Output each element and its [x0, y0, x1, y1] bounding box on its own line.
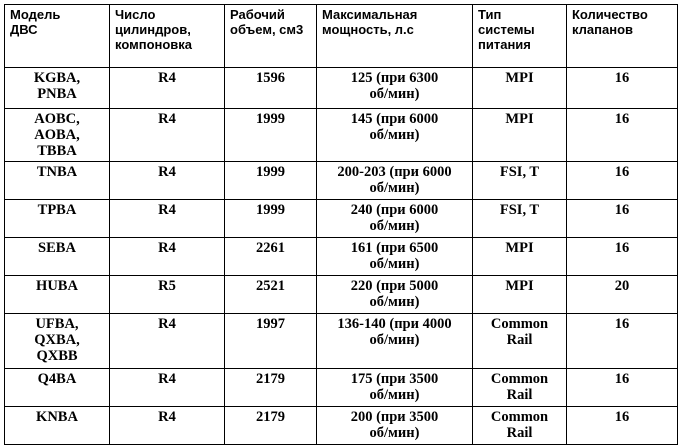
table-row [5, 276, 678, 314]
cell-displacement: 1999 [225, 109, 317, 162]
cell-cylinders: R4 [110, 200, 225, 238]
cell-fuel-system: FSI, T [473, 162, 567, 200]
table-row [5, 238, 678, 276]
cell-model: UFBA, QXBA, QXBB [5, 314, 110, 369]
cell-valves: 16 [567, 109, 678, 162]
engine-table-container [4, 4, 678, 445]
cell-model: KNBA [5, 407, 110, 445]
cell-displacement: 1997 [225, 314, 317, 369]
header-cylinders-layout: Число цилиндров, компоновка [110, 5, 225, 68]
table-row [5, 369, 678, 407]
cell-displacement: 1999 [225, 200, 317, 238]
cell-model: SEBA [5, 238, 110, 276]
table-header-row [5, 5, 678, 68]
header-max-power: Максимальная мощность, л.с [317, 5, 473, 68]
cell-model: KGBA, PNBA [5, 68, 110, 109]
cell-fuel-system: Common Rail [473, 314, 567, 369]
cell-cylinders: R4 [110, 68, 225, 109]
cell-valves: 16 [567, 407, 678, 445]
table-row [5, 407, 678, 445]
cell-fuel-system: Common Rail [473, 369, 567, 407]
cell-fuel-system: MPI [473, 276, 567, 314]
cell-power: 175 (при 3500 об/мин) [317, 369, 473, 407]
cell-valves: 16 [567, 200, 678, 238]
cell-displacement: 1596 [225, 68, 317, 109]
cell-valves: 20 [567, 276, 678, 314]
cell-model: TNBA [5, 162, 110, 200]
cell-cylinders: R4 [110, 238, 225, 276]
cell-power: 136-140 (при 4000 об/мин) [317, 314, 473, 369]
table-row [5, 68, 678, 109]
cell-displacement: 2179 [225, 407, 317, 445]
cell-power: 220 (при 5000 об/мин) [317, 276, 473, 314]
cell-valves: 16 [567, 314, 678, 369]
cell-displacement: 2521 [225, 276, 317, 314]
table-row [5, 162, 678, 200]
cell-fuel-system: MPI [473, 68, 567, 109]
cell-fuel-system: MPI [473, 238, 567, 276]
cell-cylinders: R4 [110, 407, 225, 445]
cell-power: 200 (при 3500 об/мин) [317, 407, 473, 445]
cell-valves: 16 [567, 68, 678, 109]
cell-fuel-system: MPI [473, 109, 567, 162]
cell-valves: 16 [567, 369, 678, 407]
cell-valves: 16 [567, 238, 678, 276]
cell-fuel-system: Common Rail [473, 407, 567, 445]
table-row [5, 200, 678, 238]
table-row [5, 314, 678, 369]
table-row [5, 109, 678, 162]
cell-cylinders: R4 [110, 162, 225, 200]
engine-spec-table [4, 4, 678, 445]
cell-power: 125 (при 6300 об/мин) [317, 68, 473, 109]
header-fuel-system: Тип системы питания [473, 5, 567, 68]
cell-model: Q4BA [5, 369, 110, 407]
cell-displacement: 1999 [225, 162, 317, 200]
cell-power: 200-203 (при 6000 об/мин) [317, 162, 473, 200]
header-displacement: Рабочий объем, см3 [225, 5, 317, 68]
cell-model: HUBA [5, 276, 110, 314]
cell-cylinders: R5 [110, 276, 225, 314]
cell-valves: 16 [567, 162, 678, 200]
cell-fuel-system: FSI, T [473, 200, 567, 238]
cell-power: 240 (при 6000 об/мин) [317, 200, 473, 238]
cell-power: 161 (при 6500 об/мин) [317, 238, 473, 276]
header-engine-model: Модель ДВС [5, 5, 110, 68]
cell-displacement: 2179 [225, 369, 317, 407]
cell-power: 145 (при 6000 об/мин) [317, 109, 473, 162]
cell-cylinders: R4 [110, 369, 225, 407]
cell-cylinders: R4 [110, 109, 225, 162]
cell-cylinders: R4 [110, 314, 225, 369]
header-valve-count: Количество клапанов [567, 5, 678, 68]
cell-model: TPBA [5, 200, 110, 238]
cell-displacement: 2261 [225, 238, 317, 276]
cell-model: AOBC, AOBA, TBBA [5, 109, 110, 162]
